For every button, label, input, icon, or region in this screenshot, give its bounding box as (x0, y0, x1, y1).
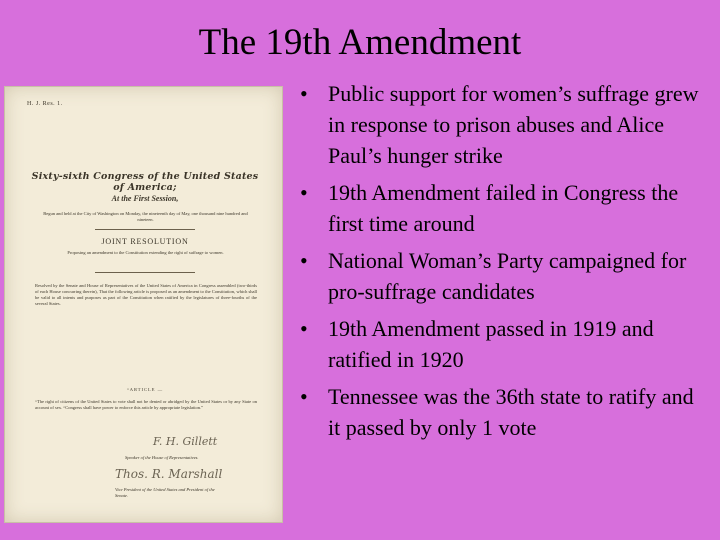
document-article-text: “The right of citizens of the United States to vote shall not be denied or abridged by the United States or by any State on account of sex. “Congress shall have power to enforce this article by appropriate legislation.” (35, 399, 257, 410)
speaker-signature: F. H. Gillett (153, 435, 218, 448)
document-divider (95, 272, 195, 273)
bullet-text: 19th Amendment failed in Congress the first time around (328, 180, 679, 236)
document-reference: H. J. Res. 1. (27, 101, 63, 107)
slide-title: The 19th Amendment (198, 22, 522, 63)
document-article-label: “ARTICLE — (126, 387, 164, 392)
document-congress-heading: Sixty-sixth Congress of the United States of America; (31, 171, 259, 193)
document-session: At the First Session, (111, 194, 179, 203)
vice-president-signature: Thos. R. Marshall (115, 467, 223, 481)
document-subheading: Proposing an amendment to the Constitution extending the right of suffrage to women. (67, 250, 224, 255)
list-item (300, 177, 710, 239)
list-item (300, 245, 710, 307)
list-item (300, 381, 710, 443)
document-resolved-text: Resolved by the Senate and House of Representatives of the United States of America in Congress assembled (two-thirds of each House concurring therein), That the following article is proposed as an amendment to the Constitution, which shall be valid to all intents and purposes as part of the Constitution when ratified by the legislatures of three-fourths of the several States. (35, 283, 257, 306)
list-item (300, 313, 710, 375)
bullet-icon: • (300, 248, 308, 273)
list-item (300, 78, 710, 171)
bullet-text: 19th Amendment passed in 1919 and ratified in 1920 (328, 316, 654, 372)
bullet-icon: • (300, 384, 308, 409)
amendment-document-image (4, 86, 283, 523)
bullet-text: National Woman’s Party campaigned for pro-suffrage candidates (328, 248, 687, 304)
bullet-icon: • (300, 316, 308, 341)
bullet-icon: • (300, 81, 308, 106)
vice-president-caption: Vice President of the United States and President of the Senate. (115, 487, 215, 498)
bullet-icon: • (300, 180, 308, 205)
document-joint-resolution-heading: JOINT RESOLUTION (101, 237, 189, 246)
bullet-text: Public support for women’s suffrage grew in response to prison abuses and Alice Paul’s hunger strike (328, 81, 699, 168)
document-session-note: Begun and held at the City of Washington on Monday, the nineteenth day of May, one thousand nine hundred and nineteen. (43, 211, 248, 222)
bullet-text: Tennessee was the 36th state to ratify and it passed by only 1 vote (328, 384, 694, 440)
speaker-caption: Speaker of the House of Representatives. (125, 455, 199, 460)
document-divider (95, 229, 195, 230)
bullet-list (300, 78, 710, 449)
